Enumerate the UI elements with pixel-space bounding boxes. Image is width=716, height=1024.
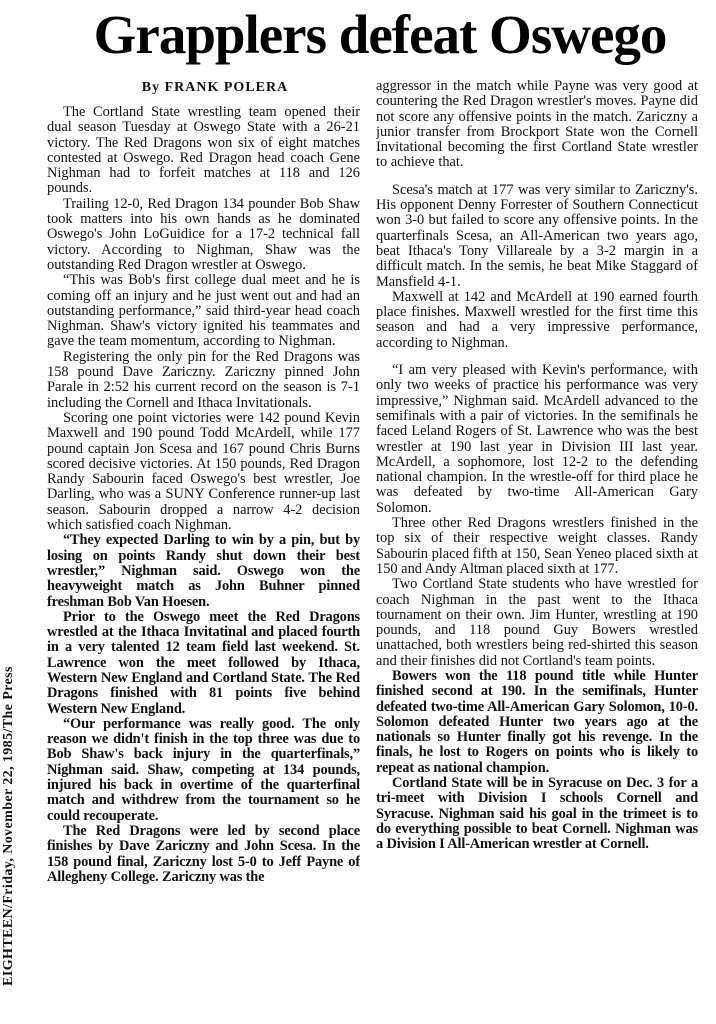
paragraph: “They expected Darling to win by a pin, but by losing on points Randy shut down their best wrestler,” Nighman said. Oswego won the heavyweight match as John Buhner pinned freshman Bob Van Hoesen. (47, 532, 360, 610)
paragraph: Cortland State will be in Syracuse on Dec. 3 for a tri-meet with Division I schools Cornell and Syracuse. Nighman said his goal in the trimeet is to do everything possible to beat Cornell. Nighman was a Division I All-American wrestler at Cornell. (376, 775, 698, 853)
paragraph: Bowers won the 118 pound title while Hunter finished second at 190. In the semifinals, Hunter defeated two-time All-American Gary Solomon, 10-0. Solomon defeated Hunter two years ago at the nationals so Hunter finally got his revenge. In the finals, he lost to Rogers on points who is likely to repeat as national champion. (376, 667, 698, 776)
paragraph: The Cortland State wrestling team opened their dual season Tuesday at Oswego State with a 26-21 victory. The Red Dragons won six of eight matches contested at Oswego. Red Dragon head coach Gene Nighman had to forfeit matches at 118 and 126 pounds. (47, 105, 360, 197)
paragraph: Two Cortland State students who have wrestled for coach Nighman in the past went to the Ithaca tournament on their own. Jim Hunter, wrestling at 190 pounds, and 118 pound Guy Bowers wrestled unattached, both wrestlers being red-shirted this season and their finishes did not Cortland's team points. (376, 576, 698, 669)
paragraph: “This was Bob's first college dual meet and he is coming off an injury and he just went out and had an outstanding performance,” said third-year head coach Nighman. Shaw's victory ignited his teammates and gave the team momentum, according to Nighman. (47, 272, 360, 350)
paragraph: Three other Red Dragons wrestlers finished in the top six of their respective weight classes. Randy Sabourin placed fifth at 150, Sean Yeneo placed sixth at 150 and Andy Altman placed sixth at 177. (376, 515, 698, 577)
article-column-right (376, 79, 698, 1020)
paragraph: Prior to the Oswego meet the Red Dragons wrestled at the Ithaca Invitatinal and placed fourth in a very talented 12 team field last weekend. St. Lawrence won the meet followed by Ithaca, Western New England and Cortland State. The Red Dragons finished with 81 points five behind Western New England. (47, 608, 360, 717)
byline: By FRANK POLERA (141, 80, 289, 95)
article-column-left (47, 105, 360, 1020)
paragraph: aggressor in the match while Payne was very good at countering the Red Dragon wrestler's moves. Payne did not score any offensive points in the match. Zariczny a junior transfer from Brockport State won the Cornell Invitational becoming the first Cortland State wrestler to achieve that. (376, 79, 698, 171)
paragraph: Maxwell at 142 and McArdell at 190 earned fourth place finishes. Maxwell wrestled for the first time this season and had a very impressive performance, according to Nighman. (376, 288, 698, 351)
paragraph: Scesa's match at 177 was very similar to Zariczny's. His opponent Denny Forrester of Southern Connecticut won 3-0 but failed to score any offensive points. In the quarterfinals Scesa, an All-American two years ago, beat Ithaca's Tony Villareale by a 3-2 margin in a difficult match. In the semis, he beat Mike Staggard of Mansfield 4-1. (376, 181, 698, 290)
paragraph: Registering the only pin for the Red Dragons was 158 pound Dave Zariczny. Zariczny pinned John Parale in 2:52 his current record on the season is 7-1 including the Cornell and Ithaca Invitationals. (47, 348, 360, 411)
paragraph: “I am very pleased with Kevin's performance, with only two weeks of practice his performance was very impressive,” Nighman said. McArdell advanced to the semifinals with a pair of victories. In the semifinals he faced Leland Rogers of St. Lawrence who was the best wrestler at 190 last year in Division III last year. McArdell, a sophomore, lost 12-2 to the defending national champion. In the wrestle-off for third place he was defeated by two-time All-American Gary Solomon. (376, 362, 698, 516)
paragraph: The Red Dragons were led by second place finishes by Dave Zariczny and John Scesa. In the 158 pound final, Zariczny lost 5-0 to Jeff Payne of Allegheny College. Zariczny was the (47, 822, 360, 885)
headline: Grapplers defeat Oswego (93, 4, 667, 65)
paragraph: Trailing 12-0, Red Dragon 134 pounder Bob Shaw took matters into his own hands as he dominated Oswego's John LoGuidice for a 17-2 technical fall victory. According to Nighman, Shaw was the outstanding Red Dragon wrestler at Oswego. (47, 195, 360, 273)
page-folio: EIGHTEEN/Friday, November 22, 1985/The Press (1, 666, 16, 986)
paragraph: Scoring one point victories were 142 pound Kevin Maxwell and 190 pound Todd McArdell, while 177 pound captain Jon Scesa and 167 pound Chris Burns scored decisive victories. At 150 pounds, Red Dragon Randy Sabourin faced Oswego's best wrestler, Joe Darling, who was a SUNY Conference runner-up last season. Sabourin dropped a narrow 4-2 decision which satisfied coach Nighman. (47, 409, 360, 534)
paragraph: “Our performance was really good. The only reason we didn't finish in the top three was due to Bob Shaw's back injury in the quarterfinals,” Nighman said. Shaw, competing at 134 pounds, injured his back in overtime of the quarterfinal match and withdrew from the tournament so he could recouperate. (47, 715, 360, 824)
